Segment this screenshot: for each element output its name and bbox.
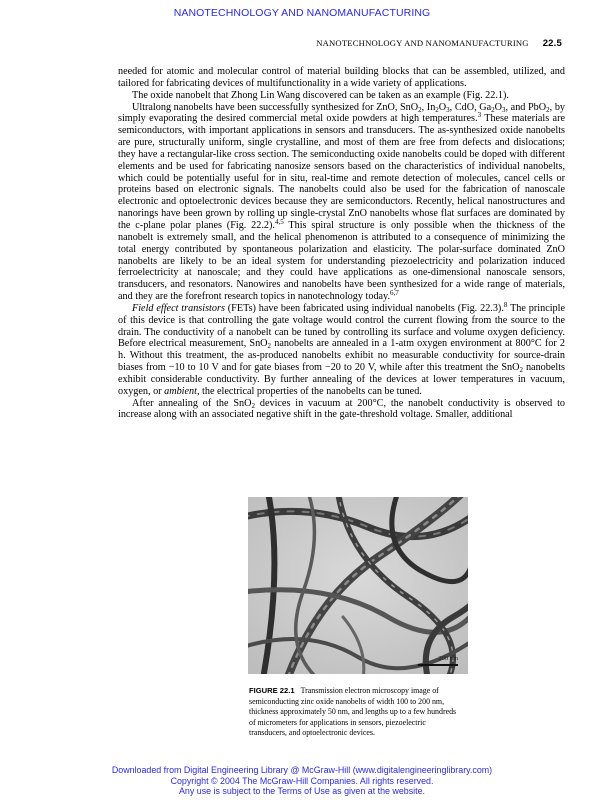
figure-caption	[249, 686, 464, 739]
footer-line-2: Copyright © 2004 The McGraw-Hill Companies. All rights reserved.	[170, 775, 434, 786]
tem-micrograph	[248, 497, 468, 674]
top-banner: NANOTECHNOLOGY AND NANOMANUFACTURING	[173, 7, 431, 19]
scale-bar	[418, 664, 458, 666]
running-title: NANOTECHNOLOGY AND NANOMANUFACTURING	[316, 38, 529, 48]
paragraph-4: Field effect transistors (FETs) have been fabricated using individual nanobelts (Fig. 22.3).$^8$ The principle of this device is that controlling the gate voltage would control the current flowing from the source to the drain. The conductivity of a nanobelt can be tuned by controlling its surface and volume oxygen deficiency. Before electrical measurement, SnO$_2$ nanobelts are annealed in a 1-atm oxygen environment at 800°C for 2 h. Without this treatment, the as-produced nanobelts exhibit no measurable conductivity for source-drain biases from −10 to 10 V and for gate biases from −20 to 20 V, while after this treatment the SnO$_2$ nanobelts exhibit considerable conductivity. By further annealing of the devices at lower temperatures in vacuum, oxygen, or ambient, the electrical properties of the nanobelts can be tuned.	[118, 300, 566, 397]
paragraph-5: After annealing of the SnO$_2$ devices in vacuum at 200°C, the nanobelt conductivity is observed to increase along with an associated negative shift in the gate-threshold voltage. Smaller, additional	[118, 397, 565, 421]
scale-bar-label: 200 nm	[438, 655, 458, 662]
page-number: 22.5	[542, 38, 562, 49]
running-head	[316, 38, 562, 49]
footer-line-3: Any use is subject to the Terms of Use as given at the website.	[179, 786, 425, 796]
footer-line-1: Downloaded from Digital Engineering Library @ McGraw-Hill (www.digitalengineeringlibrary.com)	[111, 765, 493, 775]
caption-text: Transmission electron microscopy image of semiconducting zinc oxide nanobelts of width 100 to 200 nm, thickness approximately 50 nm, and lengths up to a few hundreds of micrometers for applications in sensors, piezoelectric transducers, and optoelectronic devices.	[249, 686, 457, 738]
paragraph-1: needed for atomic and molecular control of material building blocks that can be assembled, utilized, and tailored for fabricating devices of multifunctionality in a wide variety of applications.	[118, 66, 565, 89]
citation-3: 3	[477, 111, 482, 120]
nanobelt-image	[248, 497, 468, 674]
citation-6-7: 6,7	[390, 289, 399, 298]
body-text	[118, 66, 565, 421]
figure-label: FIGURE 22.1	[249, 686, 295, 695]
citation-4-5: 4,5	[274, 217, 284, 226]
paragraph-2: The oxide nanobelt that Zhong Lin Wang discovered can be taken as an example (Fig. 22.1).	[132, 89, 509, 101]
download-notice	[0, 765, 604, 797]
citation-8: 8	[503, 300, 508, 309]
paragraph-3: Ultralong nanobelts have been successfully synthesized for ZnO, SnO$_2$, $In_2O_3$, CdO, $Ga_2O_3$, and PbO$_2$, by simply evaporating the desired commercial metal oxide powders at high temperatures.$^3$ These materials are semiconductors, with important applications in sensors and transducers. The as-synthesized oxide nanobelts are pure, structurally uniform, single crystalline, and most of them are free from defects and dislocations; they have a rectangular-like cross section. The semiconducting oxide nanobelts could be doped with different elements and be used for fabricating nanosize sensors based on the characteristics of individual nanobelts, which could be potentially useful for in situ, real-time and remote detection of molecules, cancel cells or proteins based on electronic signals. The nanobelts could also be used for the fabrication of nanoscale electronic and optoelectronic devices because they are semiconductors. Recently, helical nanostructures and nanorings have been grown by rolling up single-crystal ZnO nanobelts whose flat surfaces are dominated by the c-plane polar planes (Fig. 22.2).$^{4,5}$ This spiral structure is only possible when the thickness of the nanobelt is extremely small, and the helical phenomenon is attributed to a consequence of minimizing the total energy contributed by spontaneous polarization and elasticity. The polar-surface dominated ZnO nanobelts are likely to be an ideal system for understanding piezoelectricity and polarization induced ferroelectricity at nanoscale; and they could have applications as one-dimensional nanoscale sensors, transducers, and resonators. Nanowires and nanobelts have been synthesized for a wide range of materials, and they are the forefront research topics in nanotechnology today.$^{6,7}$	[118, 101, 566, 303]
